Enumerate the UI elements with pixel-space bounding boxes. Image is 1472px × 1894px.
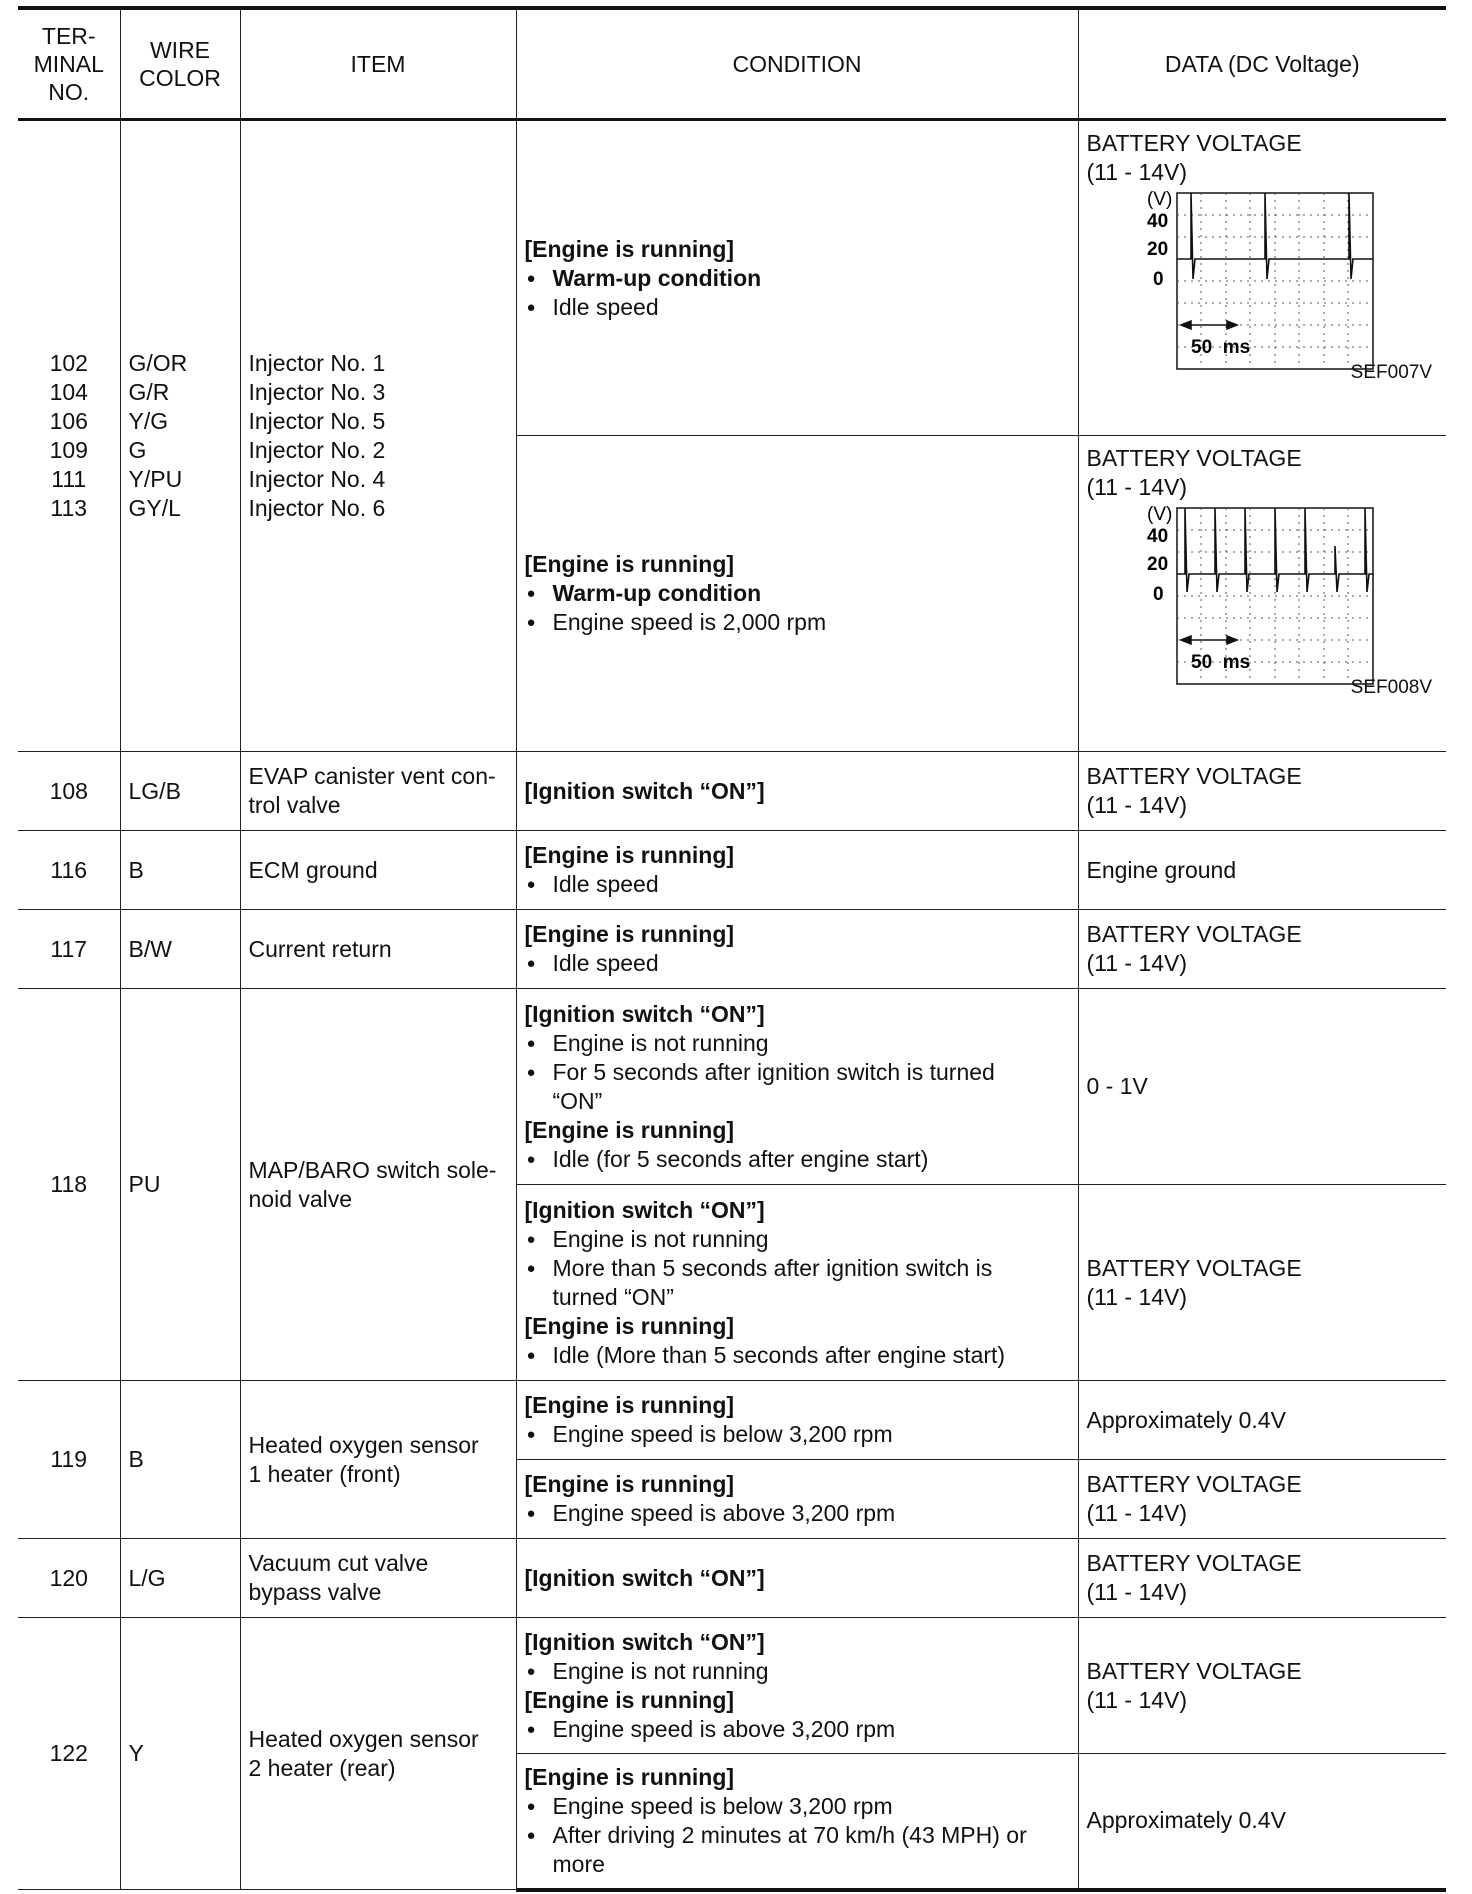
data-text: (11 - 14V)	[1086, 950, 1188, 976]
condition-heading: [Engine is running]	[524, 1312, 735, 1339]
item-text: bypass valve	[248, 1579, 382, 1605]
scope-time-label: 50 ms	[1190, 337, 1250, 358]
condition-heading: [Engine is running]	[524, 1763, 735, 1790]
item-text: EVAP canister vent con-	[248, 763, 496, 789]
item-text: Injector No. 4	[248, 466, 386, 492]
condition-bullet: ● Warm-up condition	[525, 579, 1070, 608]
waveform-figure-2000rpm	[1087, 506, 1439, 702]
condition-cell	[516, 752, 1078, 831]
condition-heading: [Engine is running]	[524, 921, 735, 947]
item-text: Injector No. 6	[248, 495, 386, 521]
terminal-cell: 116	[18, 831, 120, 910]
item-cell	[240, 120, 516, 752]
item-text: Injector No. 1	[248, 350, 386, 376]
scope-time-label: 50 ms	[1190, 652, 1250, 673]
table-row	[18, 1539, 1446, 1618]
condition-heading: [Ignition switch “ON”]	[524, 777, 765, 804]
scope-tick-40: 40	[1146, 526, 1168, 547]
bullet-line: “ON”	[552, 1087, 603, 1114]
oscilloscope-graph	[1147, 191, 1377, 371]
wire-color: G	[128, 437, 147, 463]
condition-bullet: ● Engine is not running	[525, 1029, 1070, 1058]
condition-cell	[516, 910, 1078, 989]
oscilloscope-graph	[1147, 506, 1377, 686]
bullet-line: ● After driving 2 minutes at 70 km/h (43 MPH) or	[552, 1821, 1027, 1848]
table-row	[18, 910, 1446, 989]
data-text: (11 - 14V)	[1086, 1500, 1188, 1526]
item-text: Heated oxygen sensor	[248, 1431, 479, 1458]
terminal-cell	[18, 120, 120, 752]
data-text: (11 - 14V)	[1086, 792, 1188, 818]
wire-color: G/R	[128, 379, 170, 405]
data-cell: Approximately 0.4V	[1078, 1381, 1446, 1460]
terminal-cell: 122	[18, 1618, 120, 1890]
table-row	[18, 1618, 1446, 1754]
terminal-number: 109	[49, 437, 88, 463]
condition-cell	[516, 989, 1078, 1185]
condition-bullet: ● Engine speed is below 3,200 rpm	[525, 1792, 1070, 1821]
condition-bullet: ● Idle speed	[525, 949, 1070, 978]
condition-bullet: ● Engine is not running	[525, 1225, 1070, 1254]
terminal-cell: 118	[18, 989, 120, 1381]
condition-heading: [Engine is running]	[524, 1471, 735, 1497]
terminal-cell: 119	[18, 1381, 120, 1539]
bullet-line: more	[552, 1850, 605, 1877]
data-cell: Engine ground	[1078, 831, 1446, 910]
data-text: BATTERY VOLTAGE	[1086, 1550, 1302, 1576]
item-text: Injector No. 3	[248, 379, 386, 405]
condition-cell	[516, 1381, 1078, 1460]
terminal-number: 104	[49, 379, 88, 405]
table-row	[18, 1381, 1446, 1460]
time-span-marker	[1181, 321, 1237, 329]
condition-cell	[516, 120, 1078, 436]
terminal-number: 113	[50, 495, 88, 521]
condition-heading: [Engine is running]	[524, 1392, 735, 1418]
header-wire-color	[120, 8, 240, 120]
data-cell	[1078, 120, 1446, 436]
data-text: (11 - 14V)	[1086, 474, 1188, 500]
scope-tick-0: 0	[1152, 269, 1164, 290]
condition-heading: [Engine is running]	[524, 1686, 735, 1713]
item-text: Heated oxygen sensor	[248, 1725, 479, 1752]
condition-heading: [Ignition switch “ON”]	[524, 1000, 765, 1027]
condition-heading: [Engine is running]	[524, 235, 735, 262]
bullet-line: turned “ON”	[552, 1283, 674, 1310]
condition-heading: [Ignition switch “ON”]	[524, 1564, 765, 1591]
data-cell: 0 - 1V	[1078, 989, 1446, 1185]
wire-color: G/OR	[128, 350, 188, 376]
waveform-figure-idle	[1087, 191, 1439, 387]
wire-color-cell	[120, 120, 240, 752]
condition-heading: [Engine is running]	[524, 1116, 735, 1143]
table-row	[18, 989, 1446, 1185]
wire-color-cell: B	[120, 831, 240, 910]
condition-heading: [Ignition switch “ON”]	[524, 1196, 765, 1223]
header-text: MINAL	[33, 51, 104, 77]
scope-tick-40: 40	[1146, 211, 1168, 232]
scope-tick-20: 20	[1146, 239, 1168, 260]
item-text: Vacuum cut valve	[248, 1550, 429, 1576]
condition-bullet: ● Warm-up condition	[525, 264, 1070, 293]
header-text: NO.	[48, 79, 90, 105]
item-text: 1 heater (front)	[248, 1460, 401, 1487]
wire-color-cell: PU	[120, 989, 240, 1381]
condition-cell	[516, 1539, 1078, 1618]
condition-bullet: ● Idle speed	[525, 870, 1070, 899]
figure-id: SEF008V	[1350, 677, 1432, 698]
item-cell	[240, 1539, 516, 1618]
scope-tick-20: 20	[1146, 554, 1168, 575]
bullet-line: ● For 5 seconds after ignition switch is turned	[552, 1058, 995, 1085]
terminal-number: 106	[49, 408, 88, 434]
condition-cell	[516, 1618, 1078, 1754]
header-data: DATA (DC Voltage)	[1078, 8, 1446, 120]
item-text: 2 heater (rear)	[248, 1754, 396, 1781]
data-text: (11 - 14V)	[1086, 1283, 1188, 1310]
item-cell	[240, 989, 516, 1381]
condition-bullet	[525, 1058, 1070, 1116]
header-condition: CONDITION	[516, 8, 1078, 120]
item-text: Injector No. 5	[248, 408, 386, 434]
condition-bullet: ● Engine speed is 2,000 rpm	[525, 608, 1070, 637]
wire-color: Y/G	[128, 408, 169, 434]
condition-bullet	[525, 1254, 1070, 1312]
wire-color: GY/L	[128, 495, 181, 521]
condition-bullet: ● Idle speed	[525, 293, 1070, 322]
bullet-line: ● More than 5 seconds after ignition switch is	[552, 1254, 993, 1281]
scope-tick-0: 0	[1152, 584, 1164, 605]
condition-heading: [Engine is running]	[524, 551, 735, 577]
data-text: (11 - 14V)	[1086, 159, 1188, 185]
condition-bullet: ● Idle (for 5 seconds after engine start)	[525, 1145, 1070, 1174]
condition-bullet	[525, 1821, 1070, 1879]
header-text: WIRE	[149, 37, 211, 63]
condition-bullet: ● Engine speed is above 3,200 rpm	[525, 1499, 1070, 1528]
terminal-number: 111	[51, 466, 87, 492]
scope-unit-label: (V)	[1146, 191, 1172, 210]
condition-bullet: ● Engine is not running	[525, 1657, 1070, 1686]
item-text: MAP/BARO switch sole-	[248, 1156, 497, 1183]
data-text: BATTERY VOLTAGE	[1086, 445, 1302, 471]
item-cell: ECM ground	[240, 831, 516, 910]
terminal-cell: 108	[18, 752, 120, 831]
condition-cell	[516, 1460, 1078, 1539]
wire-color-cell: Y	[120, 1618, 240, 1890]
scope-unit-label: (V)	[1146, 506, 1172, 525]
data-text: BATTERY VOLTAGE	[1086, 130, 1302, 156]
data-cell	[1078, 910, 1446, 989]
table-row	[18, 752, 1446, 831]
figure-id: SEF007V	[1350, 362, 1432, 383]
item-cell	[240, 1381, 516, 1539]
data-text: BATTERY VOLTAGE	[1086, 921, 1302, 947]
condition-cell	[516, 1185, 1078, 1381]
header-text: COLOR	[139, 65, 221, 91]
data-cell: Approximately 0.4V	[1078, 1754, 1446, 1890]
data-text: (11 - 14V)	[1086, 1579, 1188, 1605]
table-row	[18, 831, 1446, 910]
data-cell	[1078, 1185, 1446, 1381]
data-cell	[1078, 752, 1446, 831]
item-text: trol valve	[248, 792, 341, 818]
data-cell	[1078, 1460, 1446, 1539]
wire-color-cell: LG/B	[120, 752, 240, 831]
wire-color-cell: B/W	[120, 910, 240, 989]
header-item: ITEM	[240, 8, 516, 120]
wire-color: Y/PU	[128, 466, 183, 492]
data-text: BATTERY VOLTAGE	[1086, 1471, 1302, 1497]
condition-heading: [Engine is running]	[524, 842, 735, 868]
header-terminal	[18, 8, 120, 120]
condition-bullet: ● Engine speed is below 3,200 rpm	[525, 1420, 1070, 1449]
table-row	[18, 120, 1446, 436]
wire-color-cell: B	[120, 1381, 240, 1539]
item-text: Injector No. 2	[248, 437, 386, 463]
time-span-marker	[1181, 636, 1237, 644]
condition-cell	[516, 436, 1078, 752]
header-text: TER-	[41, 23, 96, 49]
condition-bullet: ● Engine speed is above 3,200 rpm	[525, 1715, 1070, 1744]
terminal-cell: 117	[18, 910, 120, 989]
item-cell: Current return	[240, 910, 516, 989]
wire-color-cell: L/G	[120, 1539, 240, 1618]
item-cell	[240, 1618, 516, 1890]
data-cell	[1078, 436, 1446, 752]
item-text: noid valve	[248, 1185, 353, 1212]
data-cell	[1078, 1618, 1446, 1754]
terminal-cell: 120	[18, 1539, 120, 1618]
terminal-number: 102	[49, 350, 88, 376]
condition-cell	[516, 1754, 1078, 1890]
header-row	[18, 8, 1446, 120]
ecm-terminal-table	[18, 6, 1446, 1892]
condition-bullet: ● Idle (More than 5 seconds after engine start)	[525, 1341, 1070, 1370]
item-cell	[240, 752, 516, 831]
data-cell	[1078, 1539, 1446, 1618]
data-text: (11 - 14V)	[1086, 1686, 1188, 1713]
data-text: BATTERY VOLTAGE	[1086, 763, 1302, 789]
data-text: BATTERY VOLTAGE	[1086, 1657, 1302, 1684]
condition-cell	[516, 831, 1078, 910]
condition-heading: [Ignition switch “ON”]	[524, 1628, 765, 1655]
data-text: BATTERY VOLTAGE	[1086, 1254, 1302, 1281]
